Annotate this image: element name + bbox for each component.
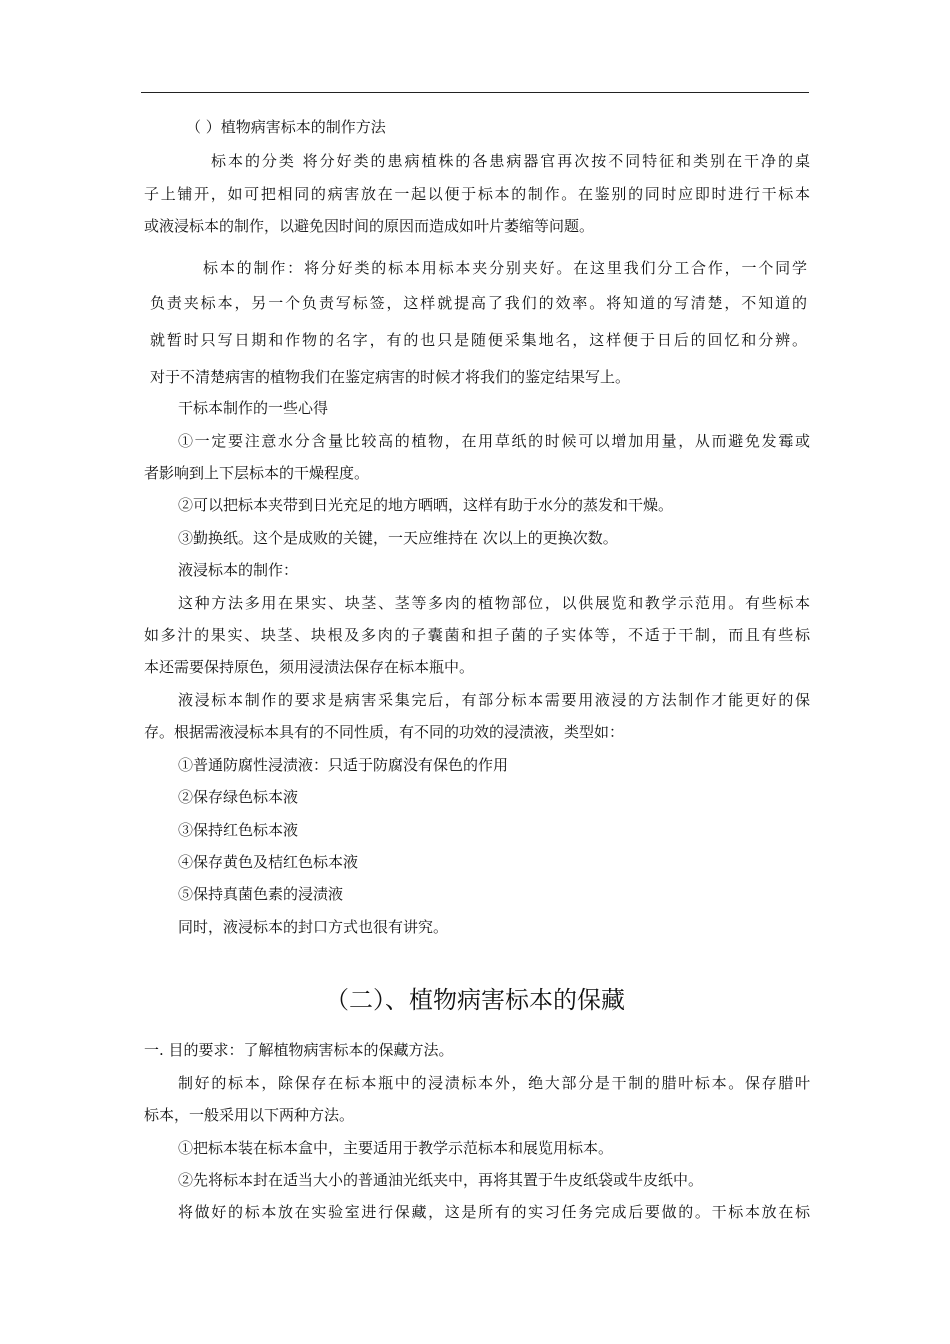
paragraph-line: 将做好的标本放在实验室进行保藏，这是所有的实习任务完成后要做的。干标本放在标	[178, 1203, 810, 1221]
paragraph-line: 就暂时只写日期和作物的名字，有的也只是随便采集地名，这样便于日后的回忆和分辨。	[150, 331, 807, 349]
paragraph-line: 本还需要保持原色，须用浸渍法保存在标本瓶中。	[144, 658, 475, 676]
header-rule	[141, 92, 809, 93]
subheading: 干标本制作的一些心得	[178, 399, 329, 417]
paragraph-line: 液浸标本制作的要求是病害采集完后，有部分标本需要用液浸的方法制作才能更好的保	[178, 691, 810, 709]
paragraph-line: 标本的制作：将分好类的标本用标本夹分别夹好。在这里我们分工合作，一个同学	[203, 259, 807, 277]
paragraph-line: 如多汁的果实、块茎、块根及多肉的子囊菌和担子菌的子实体等，不适于干制，而且有些标	[144, 626, 810, 644]
paragraph-line: 同时，液浸标本的封口方式也很有讲究。	[178, 918, 449, 936]
paragraph-line: 存。根据需液浸标本具有的不同性质，有不同的功效的浸渍液，类型如：	[144, 723, 625, 741]
paragraph-line: 者影响到上下层标本的干燥程度。	[144, 464, 370, 482]
paragraph-line: 这种方法多用在果实、块茎、茎等多肉的植物部位，以供展览和教学示范用。有些标本	[178, 594, 810, 612]
list-item: ③勤换纸。这个是成败的关键，一天应维持在 次以上的更换次数。	[178, 529, 618, 547]
list-item: ①普通防腐性浸渍液：只适于防腐没有保色的作用	[178, 756, 509, 774]
list-item: ②先将标本封在适当大小的普通油光纸夹中，再将其置于牛皮纸袋或牛皮纸中。	[178, 1171, 704, 1189]
paragraph-line: 对于不清楚病害的植物我们在鉴定病害的时候才将我们的鉴定结果写上。	[150, 368, 631, 386]
section-heading: （二）、植物病害标本的保藏	[325, 986, 625, 1014]
subheading: 液浸标本的制作：	[178, 561, 299, 579]
list-item: ①把标本装在标本盒中，主要适用于教学示范标本和展览用标本。	[178, 1139, 614, 1157]
paragraph-line: ①一定要注意水分含量比较高的植物，在用草纸的时候可以增加用量，从而避免发霉或	[178, 432, 810, 450]
list-item: ③保持红色标本液	[178, 821, 299, 839]
list-item: ②保存绿色标本液	[178, 788, 299, 806]
paragraph-line: 标本，一般采用以下两种方法。	[144, 1106, 355, 1124]
paragraph-line: 一. 目的要求：了解植物病害标本的保藏方法。	[144, 1041, 454, 1059]
list-item: ②可以把标本夹带到日光充足的地方晒晒，这样有助于水分的蒸发和干燥。	[178, 496, 674, 514]
section-title: （ ）植物病害标本的制作方法	[186, 118, 386, 136]
paragraph-line: 标本的分类 将分好类的患病植株的各患病器官再次按不同特征和类别在干净的桌	[211, 152, 810, 170]
paragraph-line: 制好的标本，除保存在标本瓶中的浸渍标本外，绝大部分是干制的腊叶标本。保存腊叶	[178, 1074, 810, 1092]
paragraph-line: 或液浸标本的制作，以避免因时间的原因而造成如叶片萎缩等问题。	[144, 217, 595, 235]
paragraph-line: 负责夹标本，另一个负责写标签，这样就提高了我们的效率。将知道的写清楚，不知道的	[150, 294, 807, 312]
list-item: ④保存黄色及桔红色标本液	[178, 853, 359, 871]
list-item: ⑤保持真菌色素的浸渍液	[178, 885, 344, 903]
paragraph-line: 子上铺开，如可把相同的病害放在一起以便于标本的制作。在鉴别的同时应即时进行干标本	[144, 185, 810, 203]
